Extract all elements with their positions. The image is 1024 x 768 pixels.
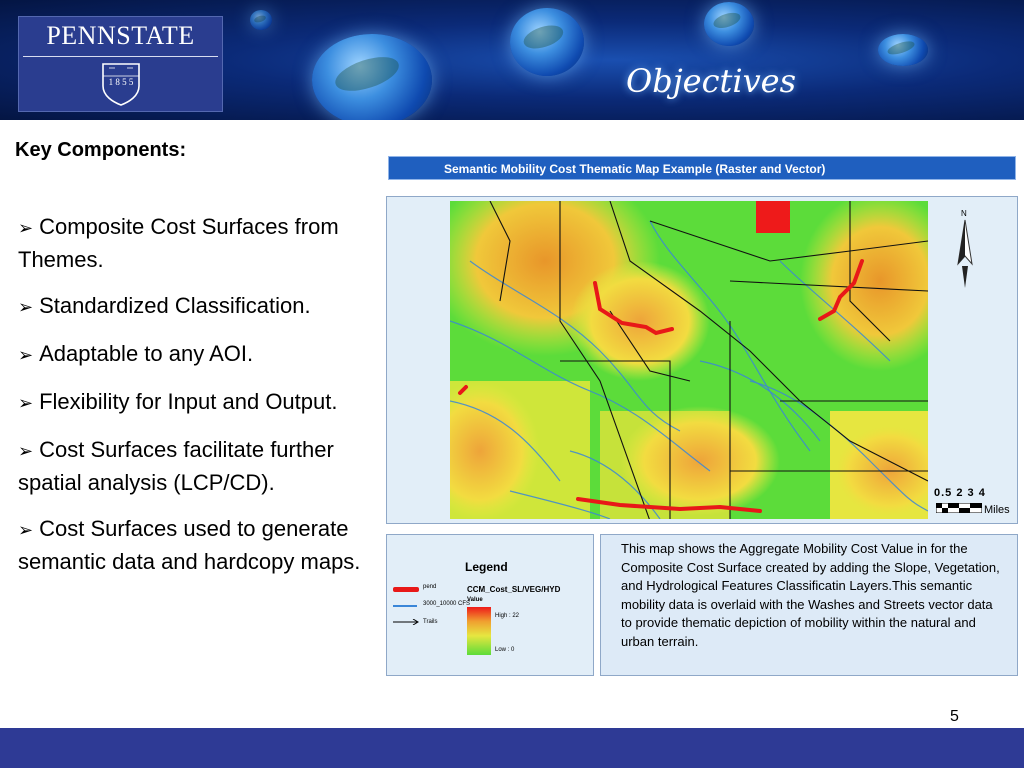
pennstate-logo [18,16,223,112]
scale-bar [936,503,982,513]
legend-value-label: Value [467,597,483,603]
svg-text:N: N [961,209,967,218]
legend-layer-name: CCM_Cost_SL/VEG/HYD [467,585,561,594]
globe-icon [510,8,584,76]
arrow-bullet-icon: ➢ [18,297,34,317]
logo-wordmark: PENNSTATE [46,21,195,50]
legend-low-label: Low : 0 [495,647,515,653]
legend-color-ramp [467,607,491,655]
logo-divider [23,56,218,57]
list-item: ➢ Standardized Classification. [18,293,311,318]
list-item: ➢ Composite Cost Surfaces from Themes. [18,214,339,272]
scale-unit: Miles [984,504,1010,516]
legend-swatch-stream [393,605,417,607]
legend-item-trail: Trails [423,619,438,625]
legend-box [386,534,594,676]
scale-labels: 0.5 2 3 4 [934,487,986,499]
map-description [600,534,1018,676]
footer-bar [0,728,1024,768]
north-arrow-icon [950,206,980,290]
globe-icon [250,10,272,30]
legend-item-stream: 3000_10000 CFS [423,601,471,607]
list-item: ➢ Flexibility for Input and Output. [18,389,338,414]
legend-item-point: pend [423,584,437,590]
arrow-bullet-icon: ➢ [18,218,34,238]
globe-icon [312,34,432,120]
list-item: ➢ Cost Surfaces used to generate semantic data and hardcopy maps. [18,516,361,574]
legend-high-label: High : 22 [495,613,520,619]
legend-swatch-point [393,587,419,592]
arrow-bullet-icon: ➢ [18,393,34,413]
arrow-bullet-icon: ➢ [18,345,34,365]
arrow-bullet-icon: ➢ [18,441,34,461]
description-text: This map shows the Aggregate Mobility Cost Value in for the Composite Cost Surface created by adding the Slope, Vegetation, and Hydrological Features Classificatin Layers.This semantic mobility data is overlaid with the Washes and Streets vector data to provide thematic depiction of mobility within the natural and urban terrain. [621,541,1000,649]
legend-swatch-trail [393,619,419,625]
page-title: Objectives [626,62,797,100]
cost-surface-map [450,201,928,519]
header-banner [0,0,1024,120]
map-title-bar: Semantic Mobility Cost Thematic Map Example (Raster and Vector) [388,156,1016,180]
globe-icon [704,2,754,46]
map-frame [386,196,1018,524]
logo-year: 1 8 5 5 [108,77,134,87]
section-heading: Key Components: [15,139,187,161]
legend-title: Legend [465,560,508,574]
list-item: ➢ Cost Surfaces facilitate further spatial analysis (LCP/CD). [18,437,334,495]
globe-icon [878,34,928,66]
arrow-bullet-icon: ➢ [18,520,34,540]
page-number: 5 [950,708,959,725]
bullet-list [18,211,370,592]
list-item: ➢ Adaptable to any AOI. [18,341,254,366]
